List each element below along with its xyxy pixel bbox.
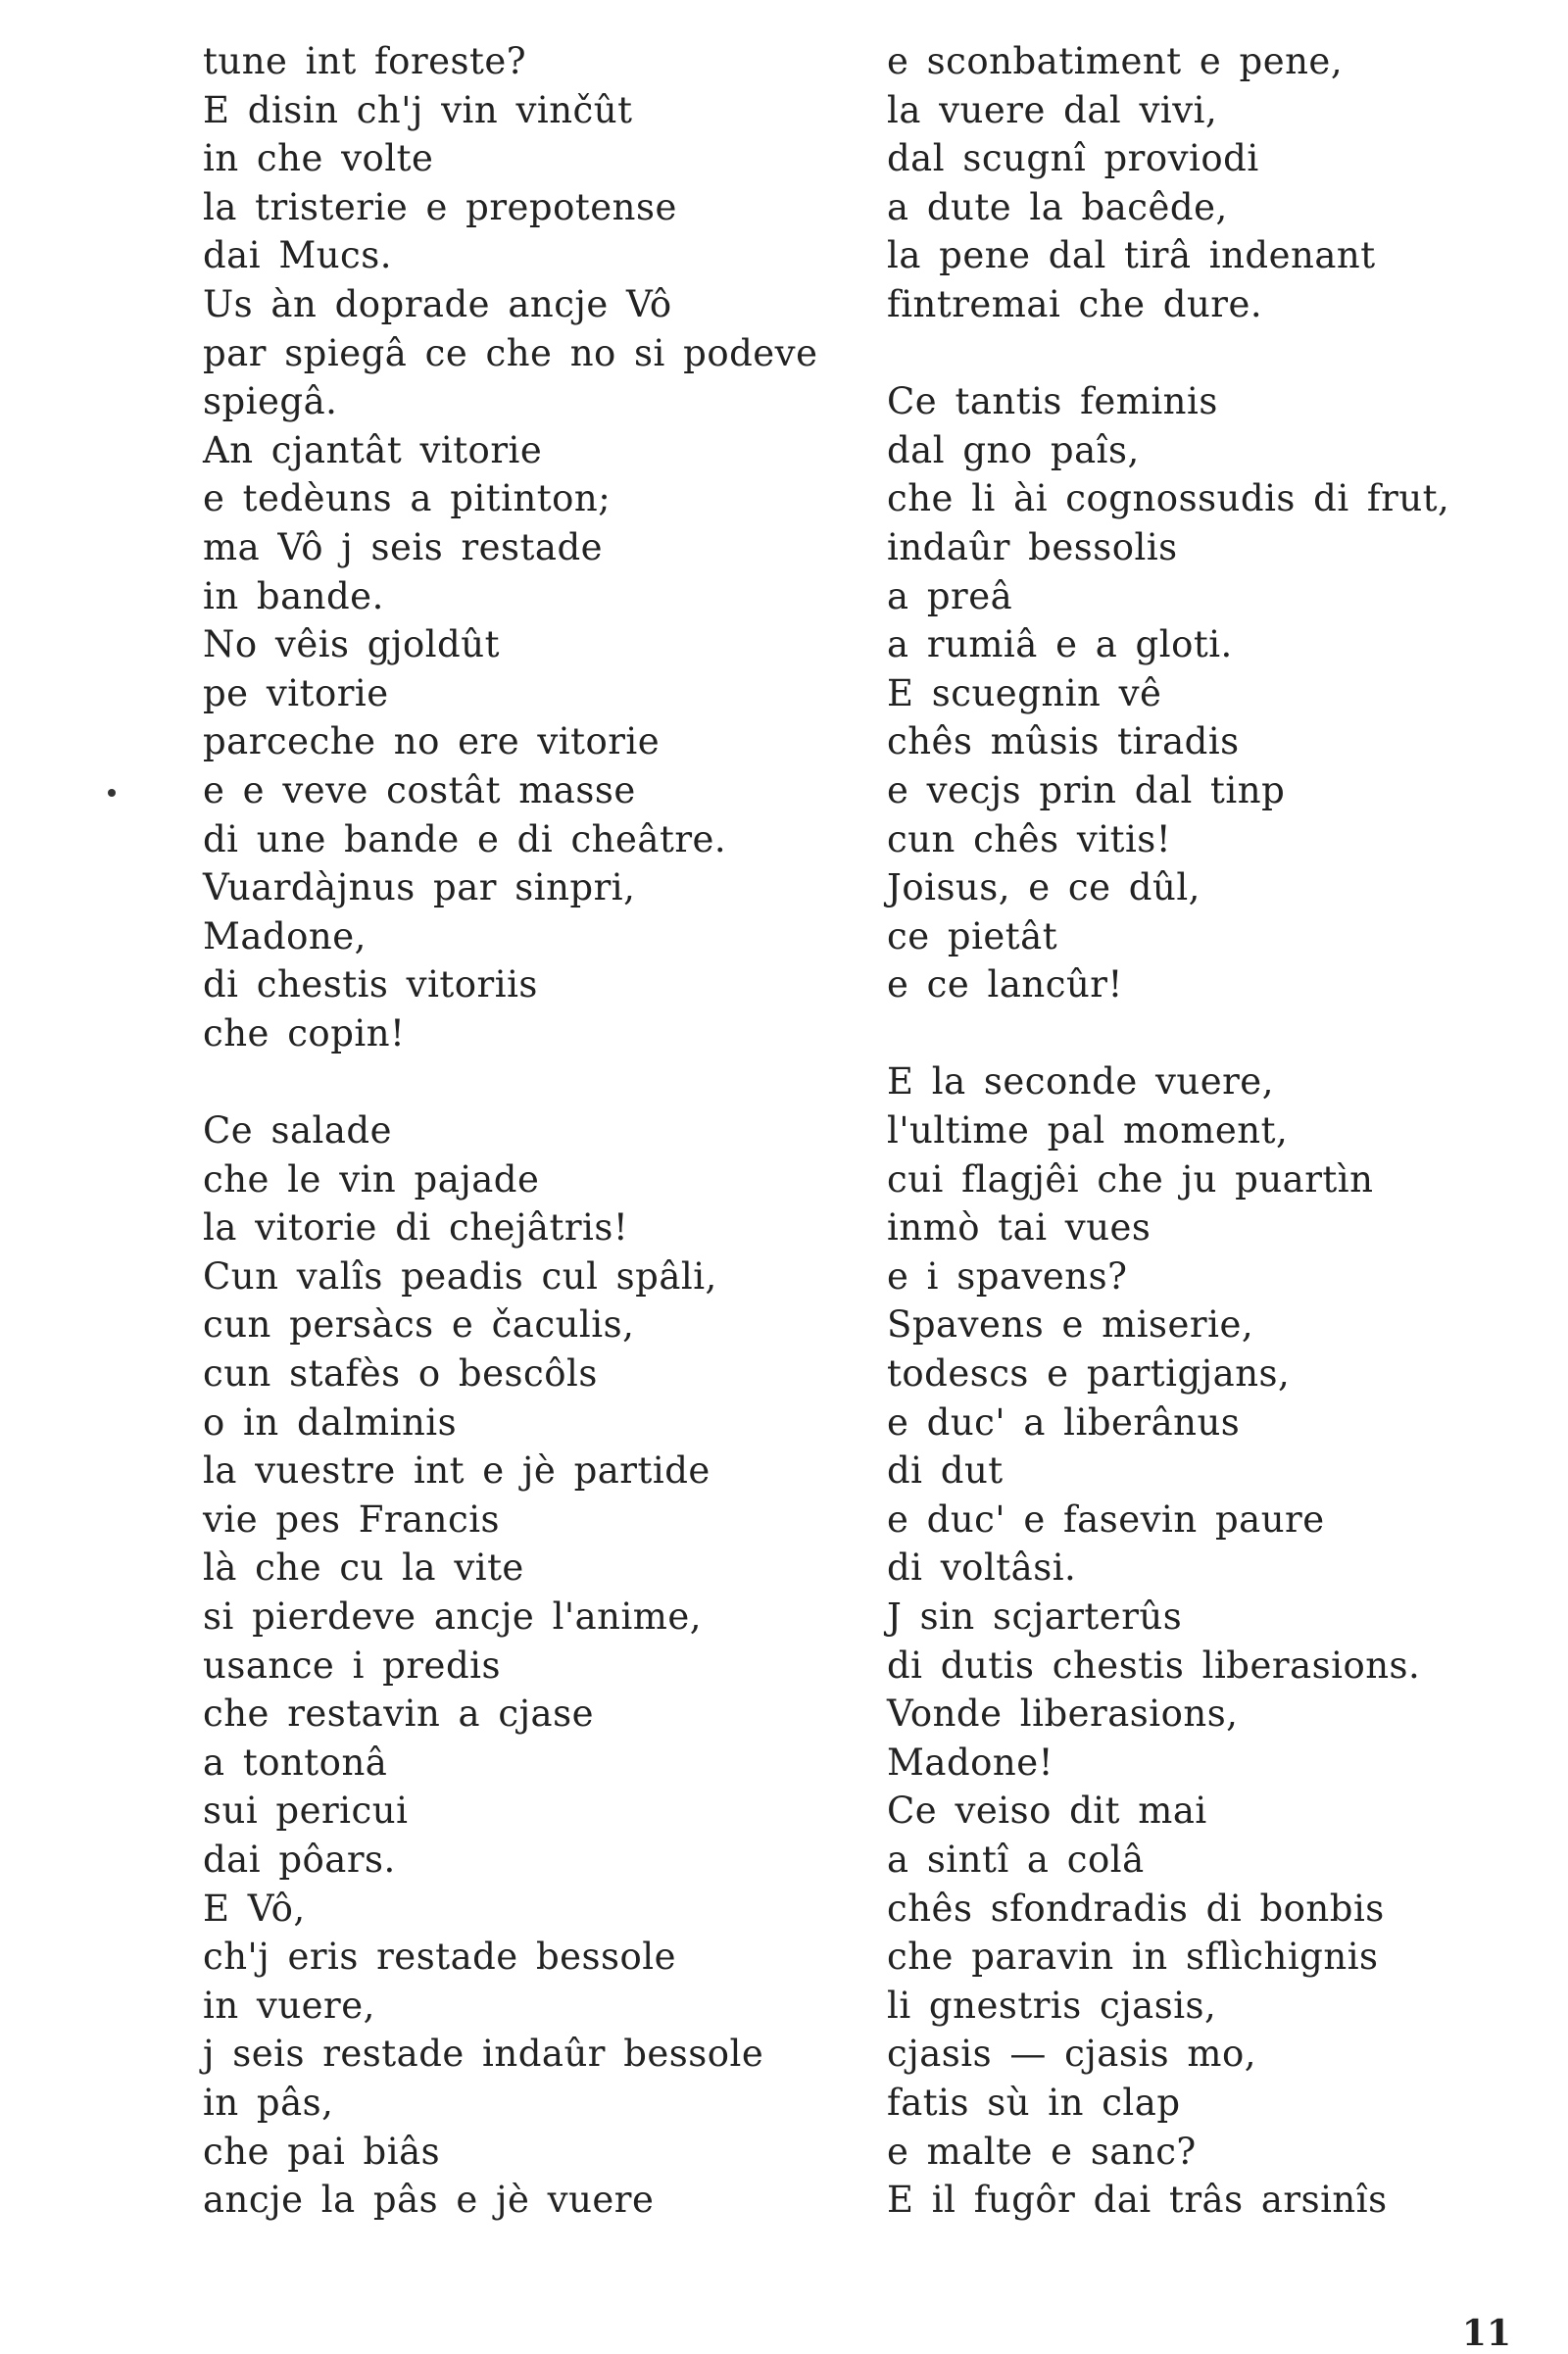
poem-line: o in dalminis [203,1400,458,1444]
poem-line: Ce tantis feminis [887,380,1218,423]
poem-line: a preâ [887,574,1013,617]
poem-line: di dutis chestis liberasions. [887,1643,1421,1687]
poem-line: cun persàcs e čaculis, [203,1303,635,1347]
poem-line: j seis restade indaûr bessole [203,2033,764,2076]
poem-line: di dut [887,1449,1004,1493]
poem-line: che paravin in sflìchignis [887,1936,1379,1979]
poem-line: E disin ch'j vin vinčût [203,88,633,131]
poem-line: e e veve costât masse [203,768,636,811]
poem-line: Spavens e miserie, [887,1303,1254,1347]
poem-line: vie pes Francis [203,1497,501,1541]
poem-line: a rumiâ e a gloti. [887,623,1233,666]
poem-line: Ce veiso dit mai [887,1790,1207,1833]
stanza-break [887,1009,1568,1058]
poem-line: Joisus, e ce dûl, [887,866,1200,909]
poem-line: Vuardàjnus par sinpri, [203,866,636,909]
poem-line: e sconbatiment e pene, [887,40,1344,82]
poem-line: No vêis gjoldût [203,623,500,666]
right-column [887,37,1568,2225]
page-number: 11 [1461,2313,1511,2354]
poem-line: che li ài cognossudis di frut, [887,477,1450,520]
poem-line: a dute la bacêde, [887,185,1228,228]
poem-line: ancje la pâs e jè vuere [203,2179,655,2222]
margin-dot [108,789,116,797]
poem-line: là che cu la vite [203,1546,524,1590]
poem-line: E il fugôr dai trâs arsinîs [887,2179,1388,2222]
poem-line: di une bande e di cheâtre. [203,817,727,860]
poem-line: la vuere dal vivi, [887,88,1218,131]
poem-line: la vitorie di chejâtris! [203,1206,629,1250]
poem-line: pe vitorie [203,671,389,714]
stanza-break [203,1057,908,1106]
poem-line: J sin scjarterûs [887,1595,1183,1638]
poem-line: spiegâ. [203,380,338,423]
poem-line: la tristerie e prepotense [203,185,677,228]
poem-line: in che volte [203,137,434,180]
poem-line: a tontonâ [203,1741,388,1784]
poem-line: Madone! [887,1741,1054,1784]
poem-line: che pai biâs [203,2130,441,2173]
poem-line: che restavin a cjase [203,1692,594,1736]
poem-line: usance i predis [203,1643,501,1687]
poem-line: cjasis — cjasis mo, [887,2033,1257,2076]
poem-line: e malte e sanc? [887,2130,1197,2173]
poem-line: si pierdeve ancje l'anime, [203,1595,703,1638]
poem-line: e ce lancûr! [887,963,1123,1006]
poem-line: Madone, [203,914,367,957]
poem-line: Ce salade [203,1109,392,1152]
poem-line: ma Vô j seis restade [203,525,604,568]
poem-line: la pene dal tirâ indenant [887,234,1376,277]
poem-line: Us àn doprade ancje Vô [203,282,672,325]
poem-line: di voltâsi. [887,1546,1077,1590]
poem-line: li gnestris cjasis, [887,1984,1217,2027]
poem-line: e tedèuns a pitinton; [203,477,612,520]
poem-line: par spiegâ ce che no si podeve [203,331,818,374]
stanza-break [887,329,1568,378]
poem-line: e i spavens? [887,1254,1128,1298]
poem-line: cun stafès o bescôls [203,1352,598,1396]
poem-line: fintremai che dure. [887,282,1263,325]
poem-line: e vecjs prin dal tinp [887,768,1286,811]
poem-line: l'ultime pal moment, [887,1109,1289,1152]
poem-line: E scuegnin vê [887,671,1162,714]
left-column [203,37,908,2225]
poem-line: che le vin pajade [203,1157,540,1201]
poem-line: inmò tai vues [887,1206,1152,1250]
poem-line: chês sfondradis di bonbis [887,1887,1385,1930]
poem-line: indaûr bessolis [887,525,1178,568]
poem-line: di chestis vitoriis [203,963,538,1006]
poem-line: e duc' a liberânus [887,1400,1241,1444]
poem-line: in pâs, [203,2081,334,2124]
poem-line: ch'j eris restade bessole [203,1936,677,1979]
poem-line: a sintî a colâ [887,1838,1145,1881]
poem-line: E Vô, [203,1887,306,1930]
poem-line: in vuere, [203,1984,375,2027]
poem-line: cui flagjêi che ju puartìn [887,1157,1374,1201]
poem-line: E la seconde vuere, [887,1060,1274,1103]
poem-line: dal scugnî proviodi [887,137,1259,180]
poem-line: tune int foreste? [203,40,527,82]
poem-line: dai pôars. [203,1838,396,1881]
poem-line: todescs e partigjans, [887,1352,1291,1396]
poem-line: An cjantât vitorie [203,428,543,471]
poem-line: sui pericui [203,1790,409,1833]
poem-line: che copin! [203,1011,406,1054]
poem-line: parceche no ere vitorie [203,720,661,763]
poem-line: chês mûsis tiradis [887,720,1240,763]
poem-line: fatis sù in clap [887,2081,1181,2124]
poem-line: cun chês vitis! [887,817,1172,860]
poem-line: Vonde liberasions, [887,1692,1239,1736]
poem-line: e duc' e fasevin paure [887,1497,1325,1541]
poem-line: Cun valîs peadis cul spâli, [203,1254,717,1298]
poem-line: ce pietât [887,914,1058,957]
poem-line: dai Mucs. [203,234,393,277]
poem-line: dal gno paîs, [887,428,1140,471]
poem-line: in bande. [203,574,384,617]
poem-line: la vuestre int e jè partide [203,1449,710,1493]
